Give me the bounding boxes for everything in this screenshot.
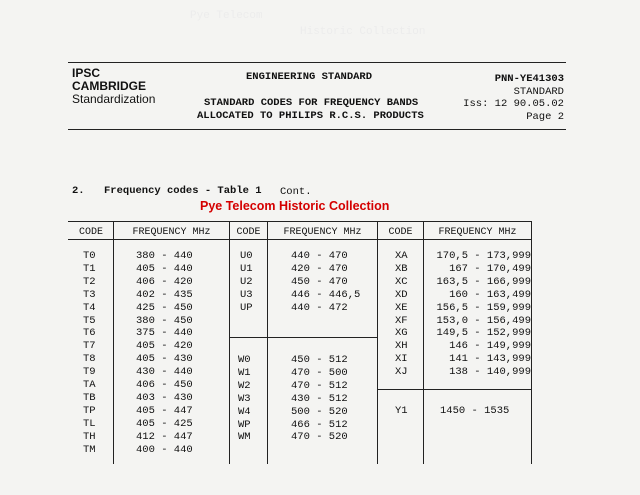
code-cell: WP	[238, 418, 251, 431]
frequency-cell: 430 - 440	[136, 366, 193, 379]
code-cell: XI	[395, 353, 408, 366]
frequency-cell: 380 - 450	[136, 314, 193, 327]
col-divider-6	[531, 221, 532, 464]
code-cell: Y1	[395, 405, 408, 417]
doc-status: STANDARD	[513, 86, 564, 98]
code-cell: XH	[395, 340, 408, 353]
frequency-cell: 170,5 - 173,999	[436, 250, 531, 262]
code-cell: T0	[83, 250, 96, 262]
code-cell: W1	[238, 366, 251, 379]
frequency-cell: 163,5 - 166,999	[436, 275, 531, 288]
section-number: 2.	[72, 185, 85, 197]
col-divider-4	[377, 221, 378, 464]
frequency-cell: 470 - 512	[291, 379, 348, 392]
frequency-cell: 420 - 470	[291, 262, 348, 275]
code-cell: TP	[83, 404, 96, 417]
header-frequency-1: FREQUENCY MHz	[132, 227, 211, 238]
frequency-cell: 446 - 446,5	[291, 288, 361, 301]
code-cell: XJ	[395, 366, 408, 379]
frequency-cell: 146 - 149,999	[449, 340, 531, 353]
code-cell: TB	[83, 391, 96, 404]
frequency-cell: 412 - 447	[136, 430, 193, 443]
code-cell: T7	[83, 340, 96, 353]
frequency-cell: 160 - 163,499	[449, 288, 531, 301]
frequency-cell: 406 - 450	[136, 379, 193, 391]
code-cell: U1	[240, 262, 253, 275]
doc-title-line1: STANDARD CODES FOR FREQUENCY BANDS	[204, 97, 419, 109]
header-code-3: CODE	[388, 227, 413, 238]
code-cell: T6	[83, 327, 96, 340]
col-divider-3	[267, 221, 268, 464]
col3-split-rule	[378, 389, 531, 390]
frequency-cell: 470 - 500	[291, 366, 348, 379]
code-cell: TM	[83, 443, 96, 456]
code-cell: XD	[395, 288, 408, 301]
frequency-cell: 440 - 470	[291, 250, 348, 262]
collection-watermark: Pye Telecom Historic Collection	[200, 199, 390, 213]
col2-split-rule	[229, 337, 377, 338]
frequency-cell: 402 - 435	[136, 288, 193, 301]
header-code-2: CODE	[236, 227, 261, 238]
doc-title-line2: ALLOCATED TO PHILIPS R.C.S. PRODUCTS	[197, 110, 424, 122]
frequency-cell: 500 - 520	[291, 405, 348, 418]
frequency-cell: 403 - 430	[136, 391, 193, 404]
table-header-rule	[68, 239, 531, 240]
org-name-line2: CAMBRIDGE	[72, 79, 146, 93]
code-cell: W0	[238, 354, 251, 366]
frequency-cell: 405 - 425	[136, 417, 193, 430]
table-top-rule	[68, 221, 531, 222]
col-divider-1	[113, 221, 114, 464]
doc-page: Page 2	[526, 111, 564, 123]
frequency-cell: 141 - 143,999	[449, 353, 531, 366]
frequency-cell: 450 - 512	[291, 354, 348, 366]
code-cell: XC	[395, 275, 408, 288]
code-cell: U2	[240, 275, 253, 288]
code-cell: W4	[238, 405, 251, 418]
section-title: Frequency codes - Table 1	[104, 185, 262, 197]
col-divider-5	[423, 221, 424, 464]
frequency-cell: 380 - 440	[136, 250, 193, 262]
frequency-cell: 466 - 512	[291, 418, 348, 431]
code-cell: T1	[83, 262, 96, 275]
frequency-cell: 450 - 470	[291, 275, 348, 288]
code-cell: U0	[240, 250, 253, 262]
code-cell: TA	[83, 379, 96, 391]
org-name-line1: IPSC	[72, 66, 101, 80]
code-cell: U3	[240, 288, 253, 301]
code-cell: TL	[83, 417, 96, 430]
frequency-cell: 1450 - 1535	[440, 405, 510, 417]
frequency-cell: 149,5 - 152,999	[436, 327, 531, 340]
header-top-rule	[68, 62, 566, 63]
doc-type: ENGINEERING STANDARD	[246, 71, 373, 83]
frequency-cell: 425 - 450	[136, 301, 193, 314]
doc-issue: Iss: 12 90.05.02	[463, 98, 564, 110]
col-divider-2	[229, 221, 230, 464]
frequency-cell: 405 - 420	[136, 340, 193, 353]
code-cell: XE	[395, 301, 408, 314]
frequency-cell: 406 - 420	[136, 275, 193, 288]
frequency-cell: 440 - 472	[291, 301, 348, 314]
frequency-cell: 156,5 - 159,999	[436, 301, 531, 314]
code-cell: T3	[83, 288, 96, 301]
code-cell: W2	[238, 379, 251, 392]
frequency-cell: 375 - 440	[136, 327, 193, 340]
org-department: Standardization	[72, 92, 156, 106]
frequency-cell: 153,0 - 156,499	[436, 314, 531, 327]
frequency-cell: 400 - 440	[136, 443, 193, 456]
code-cell: T5	[83, 314, 96, 327]
section-cont: Cont.	[280, 186, 312, 198]
code-cell: XF	[395, 314, 408, 327]
code-cell: TH	[83, 430, 96, 443]
doc-number: PNN-YE41303	[494, 73, 564, 85]
code-cell: T8	[83, 353, 96, 366]
code-cell: WM	[238, 431, 251, 444]
header-frequency-3: FREQUENCY MHz	[438, 227, 517, 238]
frequency-cell: 405 - 447	[136, 404, 193, 417]
code-cell: UP	[240, 301, 253, 314]
header-code-1: CODE	[78, 227, 103, 238]
faint-text-1: Pye Telecom	[190, 10, 263, 22]
faint-text-2: Historic Collection	[300, 26, 426, 38]
code-cell: T4	[83, 301, 96, 314]
frequency-cell: 405 - 430	[136, 353, 193, 366]
header-frequency-2: FREQUENCY MHz	[283, 227, 362, 238]
code-cell: XG	[395, 327, 408, 340]
frequency-cell: 470 - 520	[291, 431, 348, 444]
code-cell: T9	[83, 366, 96, 379]
frequency-cell: 405 - 440	[136, 262, 193, 275]
frequency-cell: 138 - 140,999	[449, 366, 531, 379]
code-cell: T2	[83, 275, 96, 288]
code-cell: W3	[238, 392, 251, 405]
header-bottom-rule	[68, 129, 566, 130]
code-cell: XA	[395, 250, 408, 262]
frequency-cell: 167 - 170,499	[449, 262, 531, 275]
frequency-cell: 430 - 512	[291, 392, 348, 405]
code-cell: XB	[395, 262, 408, 275]
